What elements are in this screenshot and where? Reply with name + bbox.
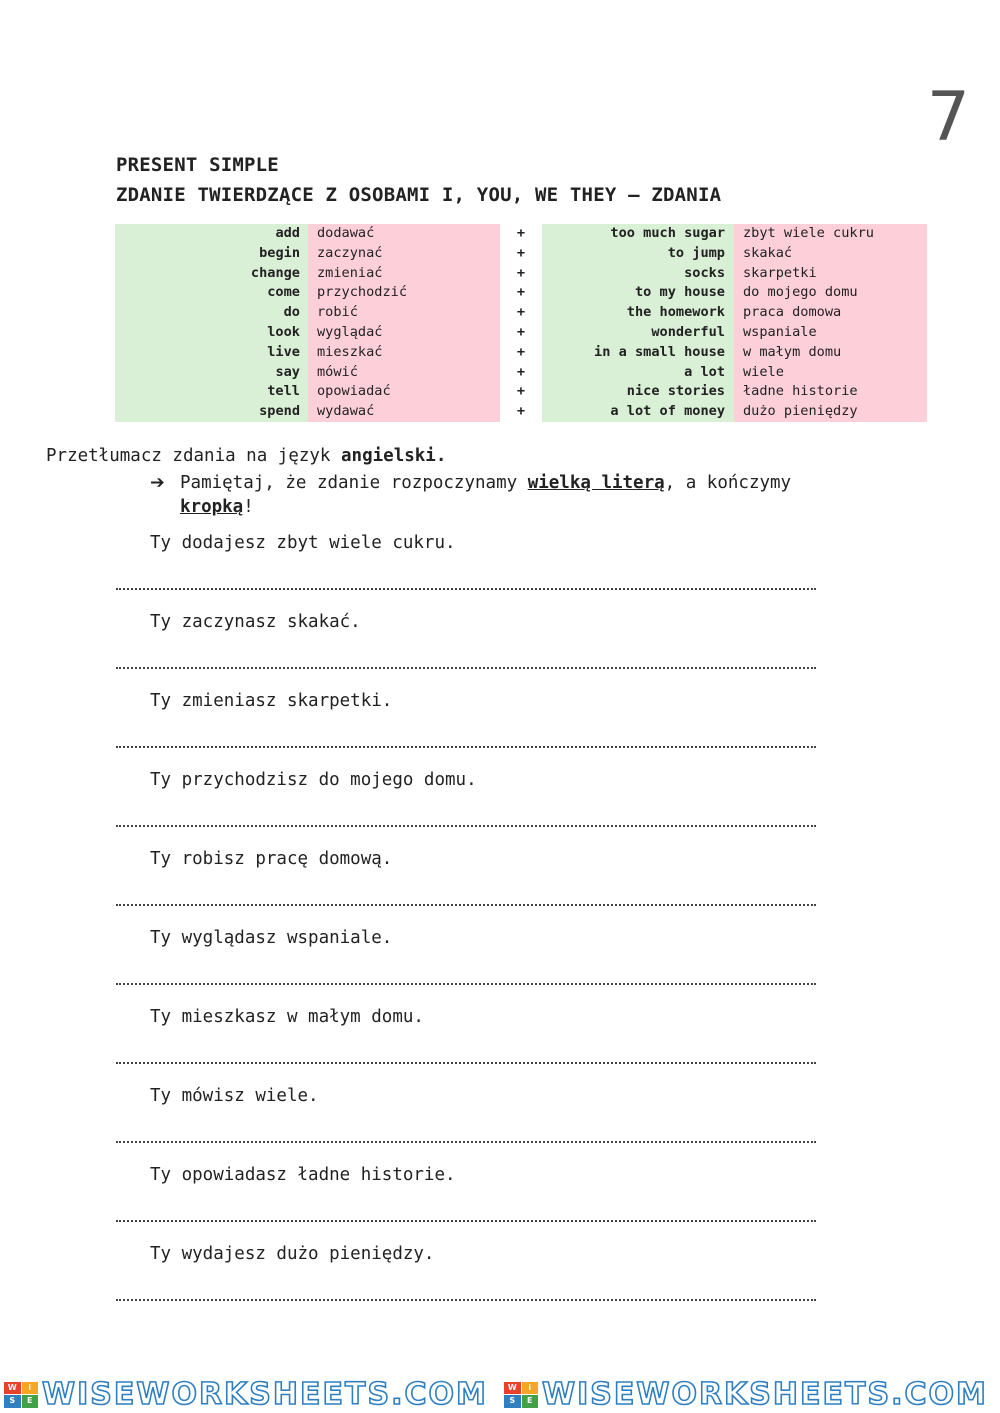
instruction-end: . [435,446,447,466]
vocab-verb-translation: wydawać [308,402,500,422]
brand-logo-icon [504,1382,538,1408]
plus-sign: + [516,244,526,261]
answer-line[interactable] [116,1141,816,1143]
exercise-sentence: Ty wydajesz dużo pieniędzy. [150,1244,435,1264]
brand [4,1377,500,1412]
plus-sign: + [516,403,526,420]
vocab-phrase: in a small house [542,343,734,363]
answer-line[interactable] [116,1062,816,1064]
logo-tile: i [522,1382,539,1395]
vocab-verb: come [115,283,308,303]
vocab-phrase-translation: do mojego domu [734,283,927,303]
plus-sign: + [516,264,526,281]
vocab-phrase: too much sugar [542,224,734,244]
answer-line[interactable] [116,983,816,985]
page-title: PRESENT SIMPLE [116,154,279,176]
vocab-row [115,402,927,422]
brand-name: WISEWORKSHEETS.COM [42,1377,488,1412]
vocab-verb-translation: robić [308,303,500,323]
plus-sign: + [516,383,526,400]
answer-line[interactable] [116,904,816,906]
logo-tile: W [504,1382,521,1395]
vocab-verb: spend [115,402,308,422]
reminder-text-3: ! [243,497,254,517]
instruction-bold: angielski [341,446,436,466]
exercise-sentence: Ty dodajesz zbyt wiele cukru. [150,533,456,553]
reminder-capital-letter: wielką literą [527,473,665,493]
arrow-icon: ➔ [150,473,165,493]
logo-tile: S [504,1395,521,1408]
vocab-verb: live [115,343,308,363]
vocab-phrase-translation: zbyt wiele cukru [734,224,927,244]
logo-tile: S [4,1395,21,1408]
reminder-text-1: Pamiętaj, że zdanie rozpoczynamy [180,473,528,493]
vocab-phrase: a lot of money [542,402,734,422]
brand-name: WISEWORKSHEETS.COM [542,1377,988,1412]
vocab-verb: tell [115,382,308,402]
answer-line[interactable] [116,1299,816,1301]
vocab-row [115,264,927,284]
brand-logo-icon [4,1382,38,1408]
exercise-sentence: Ty przychodzisz do mojego domu. [150,770,477,790]
plus-sign: + [516,343,526,360]
plus-sign: + [516,284,526,301]
vocab-row [115,323,927,343]
plus-sign: + [516,304,526,321]
vocab-phrase-translation: praca domowa [734,303,927,323]
vocab-row [115,244,927,264]
answer-line[interactable] [116,1220,816,1222]
vocab-verb: do [115,303,308,323]
exercise-sentence: Ty robisz pracę domową. [150,849,393,869]
page-subtitle: ZDANIE TWIERDZĄCE Z OSOBAMI I, YOU, WE THEY – ZDANIA [116,184,722,206]
answer-line[interactable] [116,746,816,748]
vocab-row [115,382,927,402]
page-number: 7 [926,78,970,157]
vocab-row [115,303,927,323]
answer-line[interactable] [116,588,816,590]
vocab-phrase: socks [542,264,734,284]
exercise-sentence: Ty mówisz wiele. [150,1086,319,1106]
exercise-sentence: Ty mieszkasz w małym domu. [150,1007,424,1027]
vocab-phrase-translation: dużo pieniędzy [734,402,927,422]
vocab-verb: change [115,264,308,284]
instruction [46,446,446,466]
vocab-phrase: the homework [542,303,734,323]
vocab-row [115,224,927,244]
vocab-verb-translation: mieszkać [308,343,500,363]
vocab-row [115,283,927,303]
vocab-verb-translation: zaczynać [308,244,500,264]
vocab-verb-translation: wyglądać [308,323,500,343]
logo-tile: E [522,1395,539,1408]
exercise-sentence: Ty wyglądasz wspaniale. [150,928,393,948]
reminder [150,471,830,519]
answer-line[interactable] [116,667,816,669]
vocab-verb: add [115,224,308,244]
vocab-verb-translation: mówić [308,363,500,383]
vocab-verb: say [115,363,308,383]
vocab-verb: begin [115,244,308,264]
vocab-verb-translation: dodawać [308,224,500,244]
vocab-phrase-translation: w małym domu [734,343,927,363]
vocab-row [115,363,927,383]
vocab-verb-translation: zmieniać [308,264,500,284]
logo-tile: E [22,1395,39,1408]
logo-tile: W [4,1382,21,1395]
vocab-phrase: a lot [542,363,734,383]
reminder-text-2: , a kończymy [664,473,792,493]
footer-banner [0,1376,1000,1413]
logo-tile: i [22,1382,39,1395]
vocabulary-table [115,224,927,422]
reminder-period: kropką [180,497,244,517]
plus-sign: + [516,225,526,241]
plus-sign: + [516,323,526,340]
vocab-phrase-translation: wiele [734,363,927,383]
instruction-text: Przetłumacz zdania na język [46,446,342,466]
brand [504,1377,1000,1412]
exercise-sentence: Ty zmieniasz skarpetki. [150,691,393,711]
vocab-phrase: wonderful [542,323,734,343]
vocab-phrase: nice stories [542,382,734,402]
vocab-verb: look [115,323,308,343]
vocab-phrase-translation: wspaniale [734,323,927,343]
vocab-phrase: to my house [542,283,734,303]
vocab-phrase-translation: skakać [734,244,927,264]
vocab-row [115,343,927,363]
vocab-phrase-translation: skarpetki [734,264,927,284]
vocab-phrase-translation: ładne historie [734,382,927,402]
exercise-sentence: Ty opowiadasz ładne historie. [150,1165,456,1185]
exercise-sentence: Ty zaczynasz skakać. [150,612,361,632]
vocab-phrase: to jump [542,244,734,264]
vocab-verb-translation: przychodzić [308,283,500,303]
plus-sign: + [516,363,526,380]
vocab-verb-translation: opowiadać [308,382,500,402]
answer-line[interactable] [116,825,816,827]
